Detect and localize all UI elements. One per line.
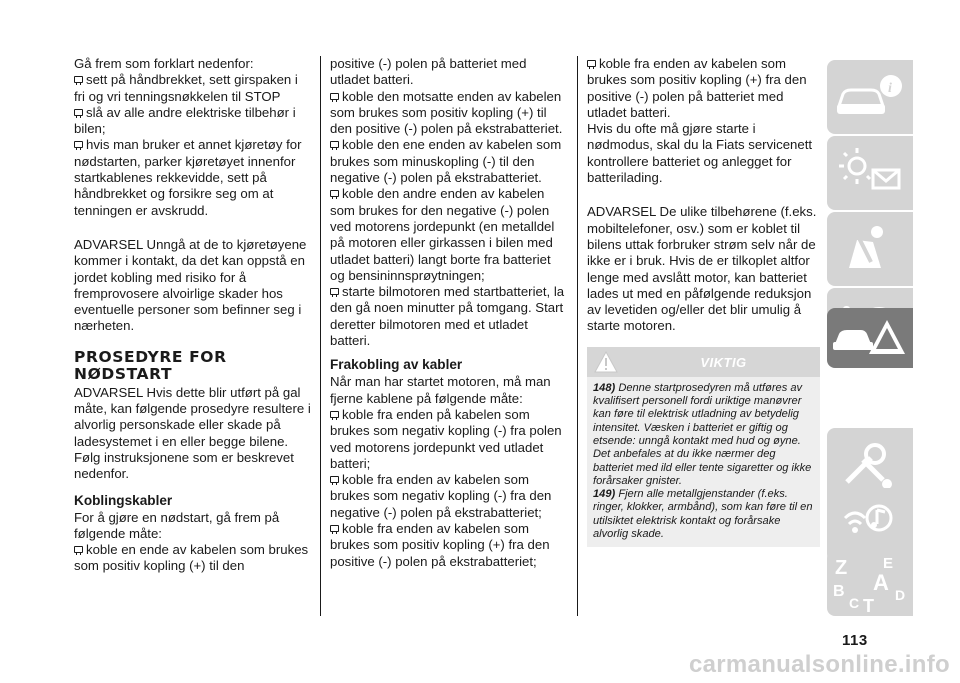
bullet-icon — [330, 141, 339, 148]
bullet-icon — [330, 476, 339, 483]
svg-text:i: i — [888, 81, 892, 96]
bullet-icon — [330, 411, 339, 418]
list-item: hvis man bruker et annet kjøretøy for nødstarten, parker kjøretøyet innenfor startkablenes rekkevidde, sett på håndbrekket og forsikre seg om at tenningen er avskrudd. — [74, 137, 302, 218]
bullet-icon — [330, 190, 339, 197]
note-item: 149) Fjern alle metallgjenstander (f.eks. ringer, klokker, armbånd), som kan føre til en utilsiktet elektrisk kontakt og forårsake alvorlig skade. — [593, 488, 813, 541]
bullet-icon — [74, 76, 83, 83]
text-column-2 — [330, 56, 568, 570]
list-item: koble en ende av kabelen som brukes som positiv kopling (+) til den — [74, 542, 309, 574]
list-item: koble den motsatte enden av kabelen som brukes som positiv kopling (+) til den positive (-) polen på ekstrabatteriet. — [330, 88, 563, 137]
text-column-3 — [587, 56, 820, 547]
tab-alphabetical-index[interactable] — [827, 550, 913, 616]
alphabetical-index-icon — [827, 550, 913, 616]
paragraph: Hvis du ofte må gjøre starte i nødmodus, skal du la Fiats servicenett kontrollere batteriet og anlegget for batterilading. — [587, 121, 813, 186]
important-note-body — [587, 377, 820, 548]
bullet-icon — [74, 109, 83, 116]
sub-heading: Koblingskabler — [74, 492, 173, 508]
list-item: koble fra enden av kabelen som brukes som positiv kopling (+) fra den positive (-) polen på batteriet med utladet batteri. — [587, 56, 807, 120]
list-item: koble fra enden på kabelen som brukes som negativ kopling (-) fra polen ved motorens jordepunkt ved utladet batteri; — [330, 406, 562, 471]
note-item: 148) Denne startprosedyren må utføres av kvalifisert personell fordi uriktige manøvrer kan føre til elektrisk utladning av betydelig intensitet. Væsken i batteriet er giftig og etsende: unngå kontakt med hud og øyne. Det anbefales at du ikke nærmer deg batteriet med ild eller tente sigaretter og ikke forårsaker gnister. — [593, 381, 812, 487]
list-item: slå av alle andre elektriske tilbehør i bilen; — [74, 104, 296, 137]
svg-text:C: C — [849, 595, 860, 611]
sub-heading: Frakobling av kabler — [330, 357, 463, 373]
dashboard-lights-icon — [827, 136, 913, 210]
tab-car-info[interactable] — [827, 60, 913, 134]
note-number: 148) — [593, 381, 616, 394]
important-label: VIKTIG — [700, 354, 747, 370]
bullet-icon — [330, 288, 339, 295]
svg-text:Z: Z — [835, 557, 848, 579]
column-divider — [577, 56, 578, 616]
important-note-header — [587, 347, 820, 377]
intro-text: Gå frem som forklart nedenfor: — [74, 56, 254, 71]
tab-dashboard-lights[interactable] — [827, 136, 913, 210]
page-number: 113 — [842, 632, 868, 649]
list-item: koble den andre enden av kabelen som brukes for den negative (-) polen ved motorens jordepunkt (en metalldel på motoren eller girkassen i bilen med utladet batteri) langt borte fra batteriet og bensininnsprøytningen; — [330, 186, 555, 283]
sub-intro-text: For å gjøre en nødstart, gå frem på følgende måte: — [74, 509, 280, 541]
svg-text:D: D — [895, 587, 906, 603]
list-item: starte bilmotoren med startbatteriet, la den gå noen minutter på tomgang. Start deretter bilmotoren med et utladet batteri. — [330, 284, 565, 349]
section-heading: PROSEDYRE FOR NØDSTART — [74, 347, 227, 383]
airbag-safety-icon — [827, 212, 913, 286]
emergency-triangle-icon — [827, 308, 913, 368]
bullet-icon — [587, 60, 596, 67]
warning-paragraph: ADVARSEL De ulike tilbehørene (f.eks. mobiltelefoner, osv.) som er koblet til bilens uttak forbruker strøm selv når de ikke er i bruk. Hvis de er tilkoplet altfor lenge med avslått motor, kan batteriet lades ut med en påfølgende reduksjon av levetiden og/eller det blir umulig å starte motoren. — [587, 204, 817, 334]
bullet-icon — [330, 93, 339, 100]
svg-text:B: B — [833, 583, 845, 600]
svg-text:A: A — [873, 570, 889, 595]
continuation-text: positive (-) polen på batteriet med utladet batteri. — [330, 56, 527, 88]
bullet-icon — [74, 546, 83, 553]
car-info-icon — [827, 60, 913, 134]
list-item: sett på håndbrekket, sett girspaken i fri og vri tenningsnøkkelen til STOP — [74, 72, 298, 104]
bullet-icon — [74, 141, 83, 148]
warning-paragraph: ADVARSEL Unngå at de to kjøretøyene kommer i kontakt, da det kan oppstå en jordet kobling med risiko for å fremprovosere alvoirlige skader hos eventuelle personer som befinner seg i nærheten. — [74, 236, 307, 334]
important-note-box — [587, 347, 820, 548]
bullet-icon — [330, 525, 339, 532]
list-item: koble fra enden av kabelen som brukes som negativ kopling (-) fra den negative (-) polen på ekstrabatteriet; — [330, 472, 552, 520]
svg-text:E: E — [883, 555, 894, 572]
text-column-1 — [74, 56, 312, 575]
footer-watermark: carmanualsonline.info — [688, 651, 950, 678]
svg-text:T: T — [863, 596, 874, 616]
column-divider — [320, 56, 321, 616]
list-item: koble den ene enden av kabelen som brukes som minuskopling (-) til den negative (-) polen på ekstrabatteriet. — [330, 137, 562, 186]
note-number: 149) — [593, 488, 616, 501]
tab-airbag-safety[interactable] — [827, 212, 913, 286]
sub-intro-text: Når man har startet motoren, må man fjerne kablene på følgende måte: — [330, 374, 551, 406]
list-item: koble fra enden av kabelen som brukes som positiv kopling (+) fra den positive (-) polen på ekstrabatteriet; — [330, 521, 550, 569]
warning-paragraph: ADVARSEL Hvis dette blir utført på gal måte, kan følgende prosedyre resultere i alvorlig personskade eller skade på ladesystemet i en eller begge bilene. Følg instruksjonene som er beskrevet nedenfor. — [74, 384, 311, 482]
tab-emergency[interactable] — [827, 308, 913, 368]
